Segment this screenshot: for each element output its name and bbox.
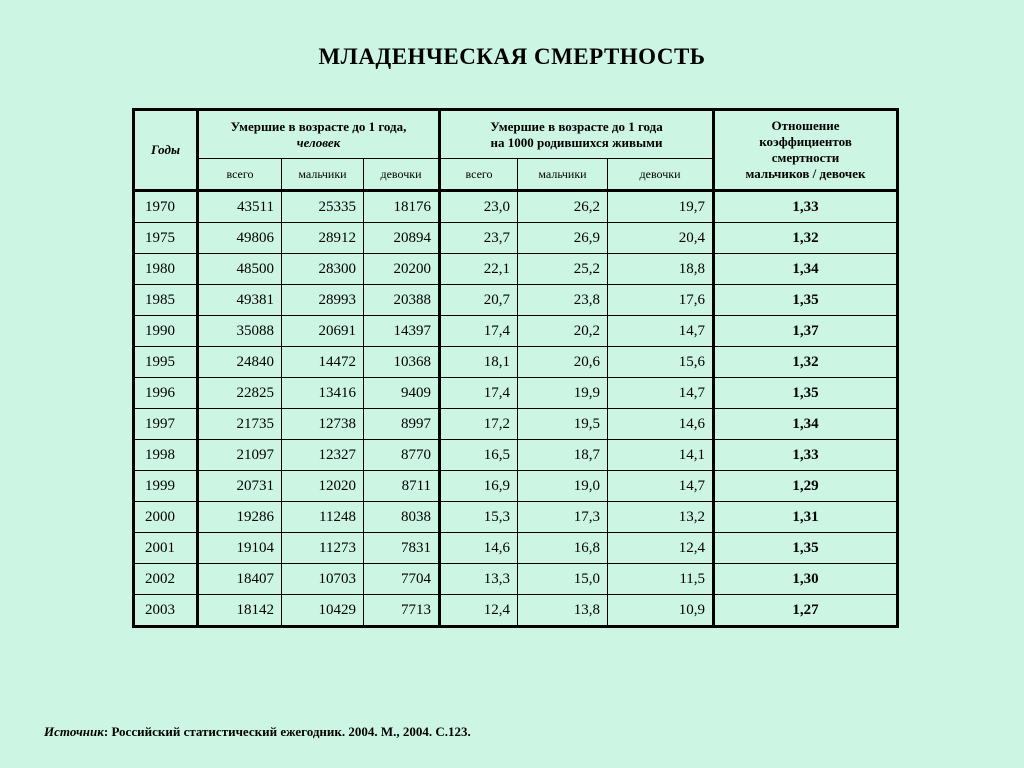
cell-girls: 9409 [364, 378, 440, 409]
header-years: Годы [134, 110, 198, 191]
cell-year: 2000 [134, 502, 198, 533]
cell-rate-total: 15,3 [440, 502, 518, 533]
header-ratio-line4: мальчиков / девочек [745, 166, 866, 181]
cell-ratio: 1,32 [714, 347, 898, 378]
cell-rate-boys: 25,2 [518, 254, 608, 285]
cell-rate-total: 16,5 [440, 440, 518, 471]
table-row [134, 378, 898, 409]
cell-rate-girls: 18,8 [608, 254, 714, 285]
cell-total: 18142 [198, 595, 282, 627]
cell-total: 22825 [198, 378, 282, 409]
cell-ratio: 1,29 [714, 471, 898, 502]
cell-total: 49381 [198, 285, 282, 316]
header-deaths-absolute [198, 110, 440, 159]
cell-year: 2001 [134, 533, 198, 564]
cell-rate-boys: 26,9 [518, 223, 608, 254]
cell-rate-girls: 11,5 [608, 564, 714, 595]
cell-boys: 12020 [282, 471, 364, 502]
table-row [134, 440, 898, 471]
cell-boys: 12327 [282, 440, 364, 471]
table-row [134, 533, 898, 564]
cell-rate-girls: 14,6 [608, 409, 714, 440]
cell-rate-boys: 18,7 [518, 440, 608, 471]
header-ratio-line1: Отношение [771, 118, 840, 133]
cell-year: 1980 [134, 254, 198, 285]
page-title: МЛАДЕНЧЕСКАЯ СМЕРТНОСТЬ [318, 44, 706, 69]
cell-rate-total: 17,2 [440, 409, 518, 440]
cell-rate-boys: 20,6 [518, 347, 608, 378]
cell-rate-boys: 19,0 [518, 471, 608, 502]
subheader-rate-total: всего [440, 159, 518, 191]
cell-ratio: 1,32 [714, 223, 898, 254]
cell-rate-boys: 26,2 [518, 191, 608, 223]
header-ratio-line3: смертности [771, 150, 840, 165]
header-row-groups [134, 110, 898, 159]
cell-boys: 10703 [282, 564, 364, 595]
cell-boys: 28993 [282, 285, 364, 316]
cell-total: 21097 [198, 440, 282, 471]
cell-girls: 7831 [364, 533, 440, 564]
cell-rate-total: 13,3 [440, 564, 518, 595]
cell-ratio: 1,35 [714, 378, 898, 409]
cell-total: 21735 [198, 409, 282, 440]
cell-ratio: 1,27 [714, 595, 898, 627]
header-deaths-per-1000-line2: на 1000 родившихся живыми [490, 134, 663, 150]
cell-girls: 8038 [364, 502, 440, 533]
cell-rate-girls: 14,7 [608, 316, 714, 347]
cell-year: 2003 [134, 595, 198, 627]
cell-girls: 14397 [364, 316, 440, 347]
cell-rate-girls: 10,9 [608, 595, 714, 627]
cell-rate-boys: 13,8 [518, 595, 608, 627]
table-row [134, 564, 898, 595]
cell-rate-total: 23,7 [440, 223, 518, 254]
cell-ratio: 1,35 [714, 533, 898, 564]
header-ratio [714, 110, 898, 191]
cell-boys: 14472 [282, 347, 364, 378]
cell-rate-girls: 17,6 [608, 285, 714, 316]
cell-girls: 20894 [364, 223, 440, 254]
cell-ratio: 1,33 [714, 191, 898, 223]
subheader-girls: девочки [364, 159, 440, 191]
subheader-rate-boys: мальчики [518, 159, 608, 191]
cell-year: 1996 [134, 378, 198, 409]
cell-ratio: 1,33 [714, 440, 898, 471]
cell-year: 2002 [134, 564, 198, 595]
cell-year: 1999 [134, 471, 198, 502]
table-row [134, 254, 898, 285]
cell-rate-boys: 16,8 [518, 533, 608, 564]
cell-year: 1975 [134, 223, 198, 254]
cell-rate-total: 12,4 [440, 595, 518, 627]
cell-rate-boys: 20,2 [518, 316, 608, 347]
table-row [134, 595, 898, 627]
subheader-rate-girls: девочки [608, 159, 714, 191]
source-text: : Российский статистический ежегодник. 2004. М., 2004. С.123. [103, 724, 471, 739]
table-body [134, 191, 898, 627]
table-row [134, 223, 898, 254]
cell-year: 1995 [134, 347, 198, 378]
cell-rate-boys: 19,5 [518, 409, 608, 440]
cell-rate-girls: 14,1 [608, 440, 714, 471]
cell-girls: 18176 [364, 191, 440, 223]
cell-total: 19286 [198, 502, 282, 533]
subheader-boys: мальчики [282, 159, 364, 191]
header-deaths-absolute-line1: Умершие в возрасте до 1 года, [230, 118, 407, 134]
cell-year: 1970 [134, 191, 198, 223]
cell-girls: 20200 [364, 254, 440, 285]
cell-boys: 25335 [282, 191, 364, 223]
cell-boys: 28300 [282, 254, 364, 285]
cell-rate-boys: 17,3 [518, 502, 608, 533]
cell-rate-girls: 15,6 [608, 347, 714, 378]
cell-ratio: 1,34 [714, 254, 898, 285]
cell-boys: 10429 [282, 595, 364, 627]
subheader-total: всего [198, 159, 282, 191]
cell-girls: 7713 [364, 595, 440, 627]
cell-rate-total: 20,7 [440, 285, 518, 316]
cell-rate-girls: 19,7 [608, 191, 714, 223]
cell-year: 1990 [134, 316, 198, 347]
cell-rate-total: 18,1 [440, 347, 518, 378]
cell-boys: 28912 [282, 223, 364, 254]
cell-girls: 20388 [364, 285, 440, 316]
cell-girls: 7704 [364, 564, 440, 595]
cell-rate-girls: 12,4 [608, 533, 714, 564]
cell-total: 49806 [198, 223, 282, 254]
cell-boys: 13416 [282, 378, 364, 409]
cell-total: 35088 [198, 316, 282, 347]
table-row [134, 316, 898, 347]
cell-ratio: 1,30 [714, 564, 898, 595]
cell-rate-girls: 14,7 [608, 378, 714, 409]
cell-rate-total: 22,1 [440, 254, 518, 285]
cell-boys: 11248 [282, 502, 364, 533]
cell-ratio: 1,37 [714, 316, 898, 347]
cell-total: 20731 [198, 471, 282, 502]
cell-rate-girls: 14,7 [608, 471, 714, 502]
source-note [44, 724, 471, 740]
cell-total: 18407 [198, 564, 282, 595]
cell-rate-total: 16,9 [440, 471, 518, 502]
cell-total: 24840 [198, 347, 282, 378]
cell-rate-girls: 13,2 [608, 502, 714, 533]
table-row [134, 409, 898, 440]
infant-mortality-table [132, 108, 899, 628]
cell-total: 48500 [198, 254, 282, 285]
source-label: Источник [44, 724, 104, 739]
cell-boys: 20691 [282, 316, 364, 347]
table-row [134, 502, 898, 533]
cell-ratio: 1,34 [714, 409, 898, 440]
table-row [134, 347, 898, 378]
cell-rate-girls: 20,4 [608, 223, 714, 254]
cell-rate-total: 23,0 [440, 191, 518, 223]
cell-rate-boys: 15,0 [518, 564, 608, 595]
cell-girls: 10368 [364, 347, 440, 378]
cell-boys: 12738 [282, 409, 364, 440]
table-row [134, 285, 898, 316]
header-deaths-absolute-line2: человек [296, 134, 341, 150]
cell-rate-total: 17,4 [440, 316, 518, 347]
cell-year: 1998 [134, 440, 198, 471]
header-deaths-per-1000 [440, 110, 714, 159]
table-row [134, 191, 898, 223]
cell-girls: 8711 [364, 471, 440, 502]
cell-rate-boys: 19,9 [518, 378, 608, 409]
cell-ratio: 1,35 [714, 285, 898, 316]
cell-year: 1997 [134, 409, 198, 440]
cell-boys: 11273 [282, 533, 364, 564]
cell-girls: 8770 [364, 440, 440, 471]
cell-year: 1985 [134, 285, 198, 316]
header-deaths-per-1000-line1: Умершие в возрасте до 1 года [490, 118, 663, 134]
header-ratio-line2: коэффициентов [759, 134, 852, 149]
cell-ratio: 1,31 [714, 502, 898, 533]
cell-rate-total: 14,6 [440, 533, 518, 564]
cell-total: 43511 [198, 191, 282, 223]
cell-total: 19104 [198, 533, 282, 564]
cell-rate-boys: 23,8 [518, 285, 608, 316]
cell-girls: 8997 [364, 409, 440, 440]
cell-rate-total: 17,4 [440, 378, 518, 409]
table-row [134, 471, 898, 502]
